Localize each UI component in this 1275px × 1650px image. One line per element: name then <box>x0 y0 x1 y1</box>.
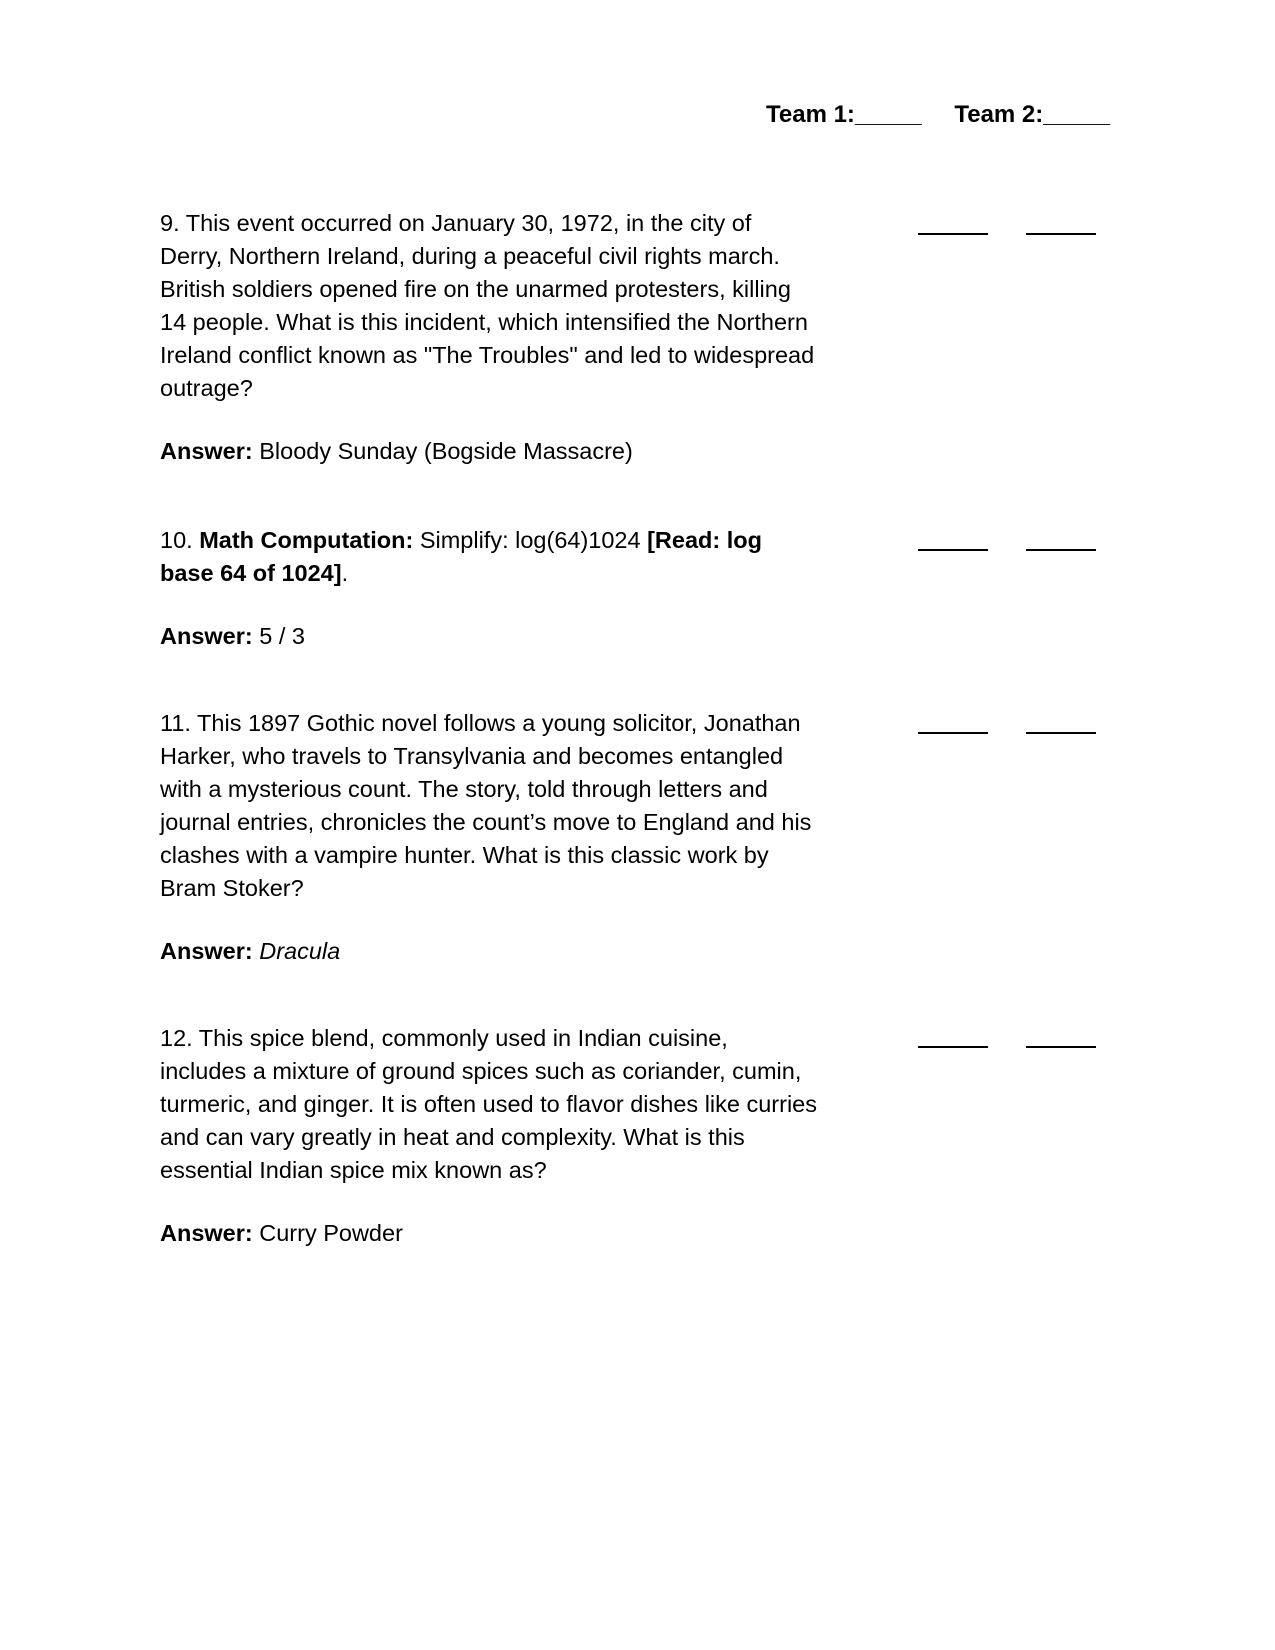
answer-text: Curry Powder <box>259 1220 403 1246</box>
question-10 <box>160 524 820 653</box>
team-1-score-blank <box>918 233 988 235</box>
question-body: Simplify: log(64)1024 <box>419 527 641 553</box>
question-9 <box>160 207 820 468</box>
team-2-score-blank <box>1026 1046 1096 1048</box>
team-1-score-label: Team 1:_____ <box>766 101 922 128</box>
score-blanks-10 <box>918 549 1098 551</box>
answer-text: Bloody Sunday (Bogside Massacre) <box>259 438 633 464</box>
team-2-score-blank <box>1026 732 1096 734</box>
question-body: This 1897 Gothic novel follows a young solicitor, Jonathan Harker, who travels to Transylvania and becomes entangled with a mysterious count. The story, told through letters and journal entries, chronicles the count’s move to England and his clashes with a vampire hunter. What is this classic work by Bram Stoker? <box>160 710 812 901</box>
team-2-score-label: Team 2:_____ <box>954 101 1111 128</box>
answer-text: 5 / 3 <box>259 623 305 649</box>
question-trailing-punctuation: . <box>341 560 349 586</box>
score-blanks-9 <box>918 233 1098 235</box>
team-2-score-blank <box>1026 549 1096 551</box>
question-text <box>160 524 820 590</box>
question-number: 10. <box>160 527 193 553</box>
answer-label: Answer: <box>160 438 253 464</box>
team-1-score-blank <box>918 1046 988 1048</box>
question-12 <box>160 1022 820 1250</box>
question-text <box>160 207 820 405</box>
team-1-score-blank <box>918 549 988 551</box>
answer-line <box>160 435 820 468</box>
question-body: This spice blend, commonly used in Indian cuisine, includes a mixture of ground spices such as coriander, cumin, turmeric, and ginger. It is often used to flavor dishes like curries and can vary greatly in heat and complexity. What is this essential Indian spice mix known as? <box>160 1025 818 1183</box>
question-text <box>160 1022 820 1187</box>
team-score-header <box>766 101 1110 129</box>
answer-line <box>160 620 820 653</box>
read-note: [Read: log base 64 of 1024] <box>160 527 762 586</box>
question-body: This event occurred on January 30, 1972, in the city of Derry, Northern Ireland, during a peaceful civil rights march. British soldiers opened fire on the unarmed protesters, killing 14 people. What is this incident, which intensified the Northern Ireland conflict known as "The Troubles" and led to widespread outrage? <box>160 210 815 401</box>
answer-label: Answer: <box>160 938 253 964</box>
answer-line <box>160 1217 820 1250</box>
score-blanks-12 <box>918 1046 1098 1048</box>
question-category: Math Computation: <box>199 527 414 553</box>
team-2-score-blank <box>1026 233 1096 235</box>
team-1-score-blank <box>918 732 988 734</box>
answer-text: Dracula <box>259 938 341 964</box>
answer-line <box>160 935 820 968</box>
question-11 <box>160 707 820 968</box>
score-blanks-11 <box>918 732 1098 734</box>
answer-label: Answer: <box>160 1220 253 1246</box>
answer-label: Answer: <box>160 623 253 649</box>
question-text <box>160 707 820 905</box>
question-number: 12. <box>160 1025 193 1051</box>
question-number: 9. <box>160 210 180 236</box>
question-number: 11. <box>160 710 191 736</box>
